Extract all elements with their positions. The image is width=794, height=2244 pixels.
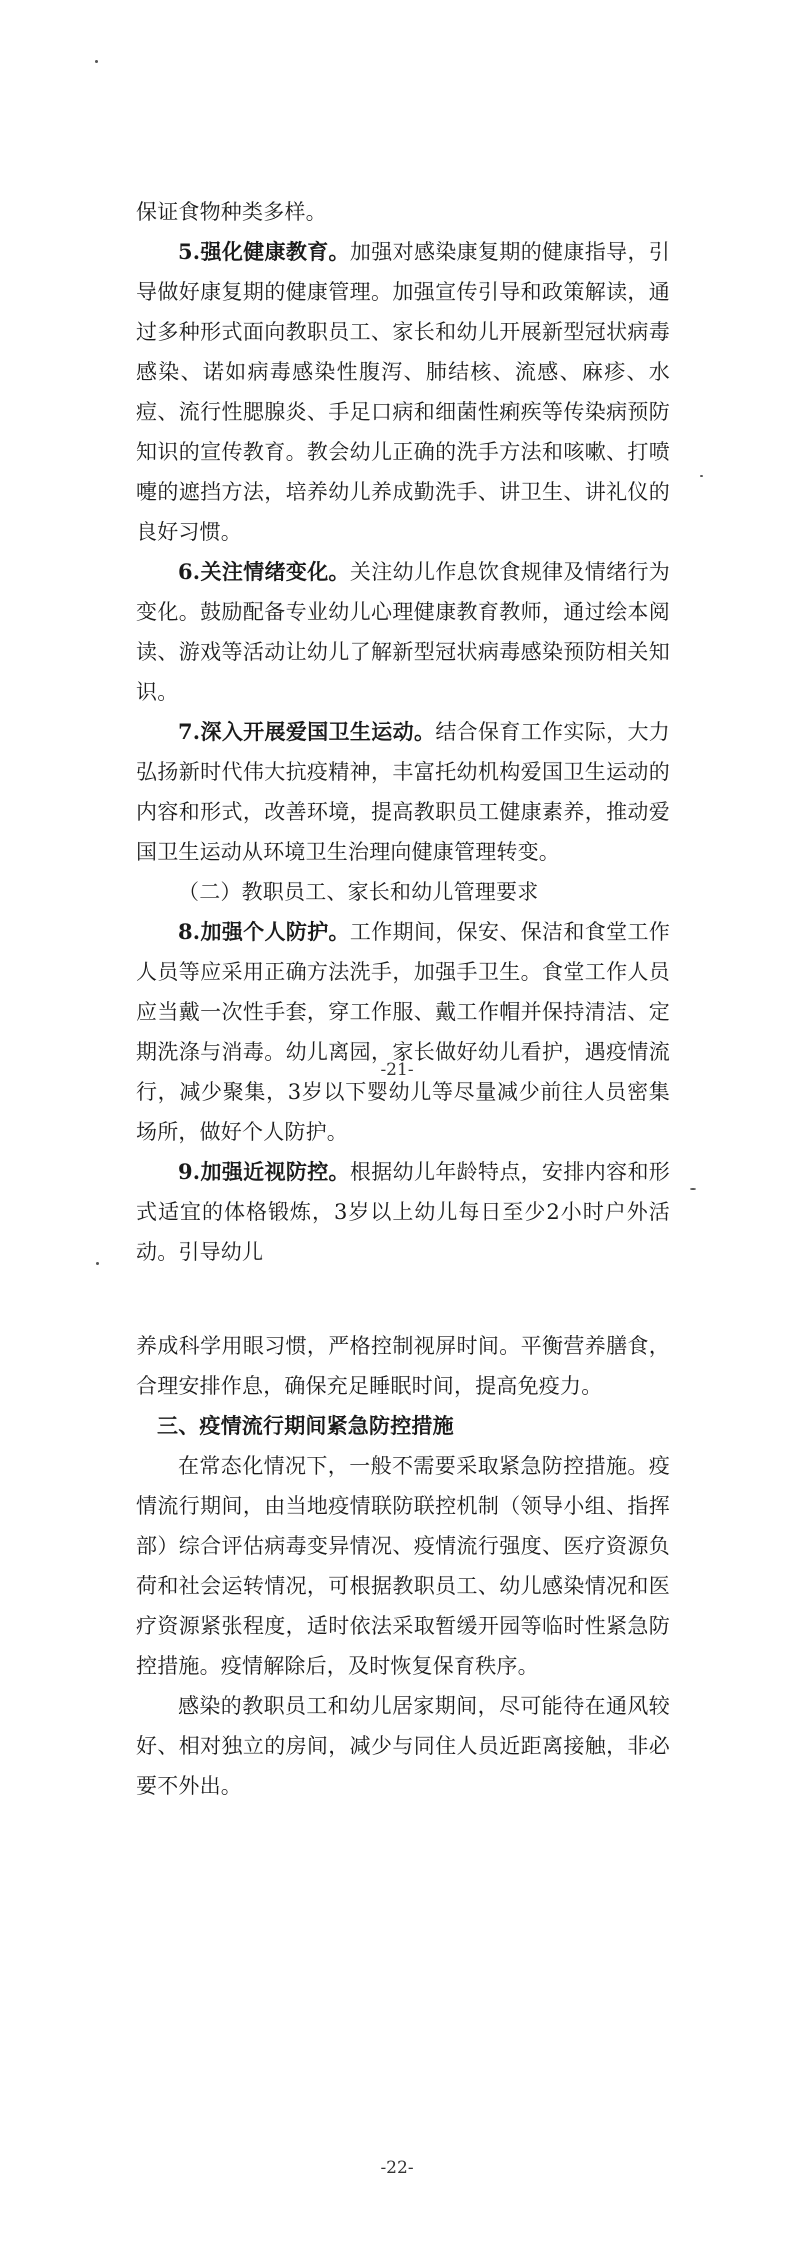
page-number: -21- (380, 1060, 414, 1080)
paragraph-text: 工作期间，保安、保洁和食堂工作人员等应采用正确方法洗手，加强手卫生。食堂工作人员应当戴一次性手套，穿工作服、戴工作帽并保持清洁、定期洗涤与消毒。幼儿离园，家长做好幼儿看护，遇疫情流行，减少聚集，3岁以下婴幼儿等尽量减少前往人员密集场所，做好个人防护。 (136, 920, 670, 1144)
paragraph (136, 552, 670, 712)
paragraph (136, 232, 670, 552)
paragraph (136, 1326, 670, 1406)
paragraph-lead: 6.关注情绪变化。 (178, 559, 350, 584)
paragraph-text: 结合保育工作实际，大力弘扬新时代伟大抗疫精神，丰富托幼机构爱国卫生运动的内容和形式，改善环境，提高教职员工健康素养，推动爱国卫生运动从环境卫生治理向健康管理转变。 (136, 720, 670, 864)
paragraph-text: 关注幼儿作息饮食规律及情绪行为变化。鼓励配备专业幼儿心理健康教育教师，通过绘本阅读、游戏等活动让幼儿了解新型冠状病毒感染预防相关知识。 (136, 560, 670, 704)
paragraph-text: 在常态化情况下，一般不需要采取紧急防控措施。疫情流行期间，由当地疫情联防联控机制（领导小组、指挥部）综合评估病毒变异情况、疫情流行强度、医疗资源负荷和社会运转情况，可根据教职员工、幼儿感染情况和医疗资源紧张程度，适时依法采取暂缓开园等临时性紧急防控措施。疫情解除后，及时恢复保育秩序。 (136, 1454, 670, 1678)
paragraph (136, 712, 670, 872)
page-number: -22- (380, 2158, 414, 2178)
page-21-body (136, 192, 670, 1272)
paragraph-lead: 7.深入开展爱国卫生运动。 (178, 719, 436, 744)
paragraph-lead: 9.加强近视防控。 (178, 1159, 350, 1184)
section-heading: 三、疫情流行期间紧急防控措施 (157, 1414, 454, 1438)
scan-speck (95, 60, 98, 63)
page-22-body (136, 1326, 670, 1806)
scan-speck (96, 1262, 99, 1265)
paragraph-text: 加强对感染康复期的健康指导，引导做好康复期的健康管理。加强宣传引导和政策解读，通过多种形式面向教职员工、家长和幼儿开展新型冠状病毒感染、诺如病毒感染性腹泻、肺结核、流感、麻疹、水痘、流行性腮腺炎、手足口病和细菌性痢疾等传染病预防知识的宣传教育。教会幼儿正确的洗手方法和咳嗽、打喷嚏的遮挡方法，培养幼儿养成勤洗手、讲卫生、讲礼仪的良好习惯。 (136, 240, 670, 544)
paragraph-text: 养成科学用眼习惯，严格控制视屏时间。平衡营养膳食，合理安排作息，确保充足睡眠时间，提高免疫力。 (136, 1334, 670, 1398)
paragraph (136, 1446, 670, 1686)
paragraph-lead: 8.加强个人防护。 (178, 919, 350, 944)
paragraph-text: 根据幼儿年龄特点，安排内容和形式适宜的体格锻炼，3岁以上幼儿每日至少2小时户外活动。引导幼儿 (136, 1160, 670, 1264)
paragraph (136, 912, 670, 1152)
scan-speck (700, 475, 703, 477)
page-22 (0, 1122, 794, 2244)
subsection-heading (136, 872, 670, 912)
paragraph-text: 保证食物种类多样。 (136, 200, 327, 224)
paragraph-text: 感染的教职员工和幼儿居家期间，尽可能待在通风较好、相对独立的房间，减少与同住人员近距离接触，非必要不外出。 (136, 1694, 670, 1798)
scan-speck (690, 1188, 696, 1190)
paragraph (136, 1686, 670, 1806)
subsection-heading-text: （二）教职员工、家长和幼儿管理要求 (178, 880, 539, 904)
paragraph-lead: 5.强化健康教育。 (178, 239, 350, 264)
paragraph (136, 192, 670, 232)
